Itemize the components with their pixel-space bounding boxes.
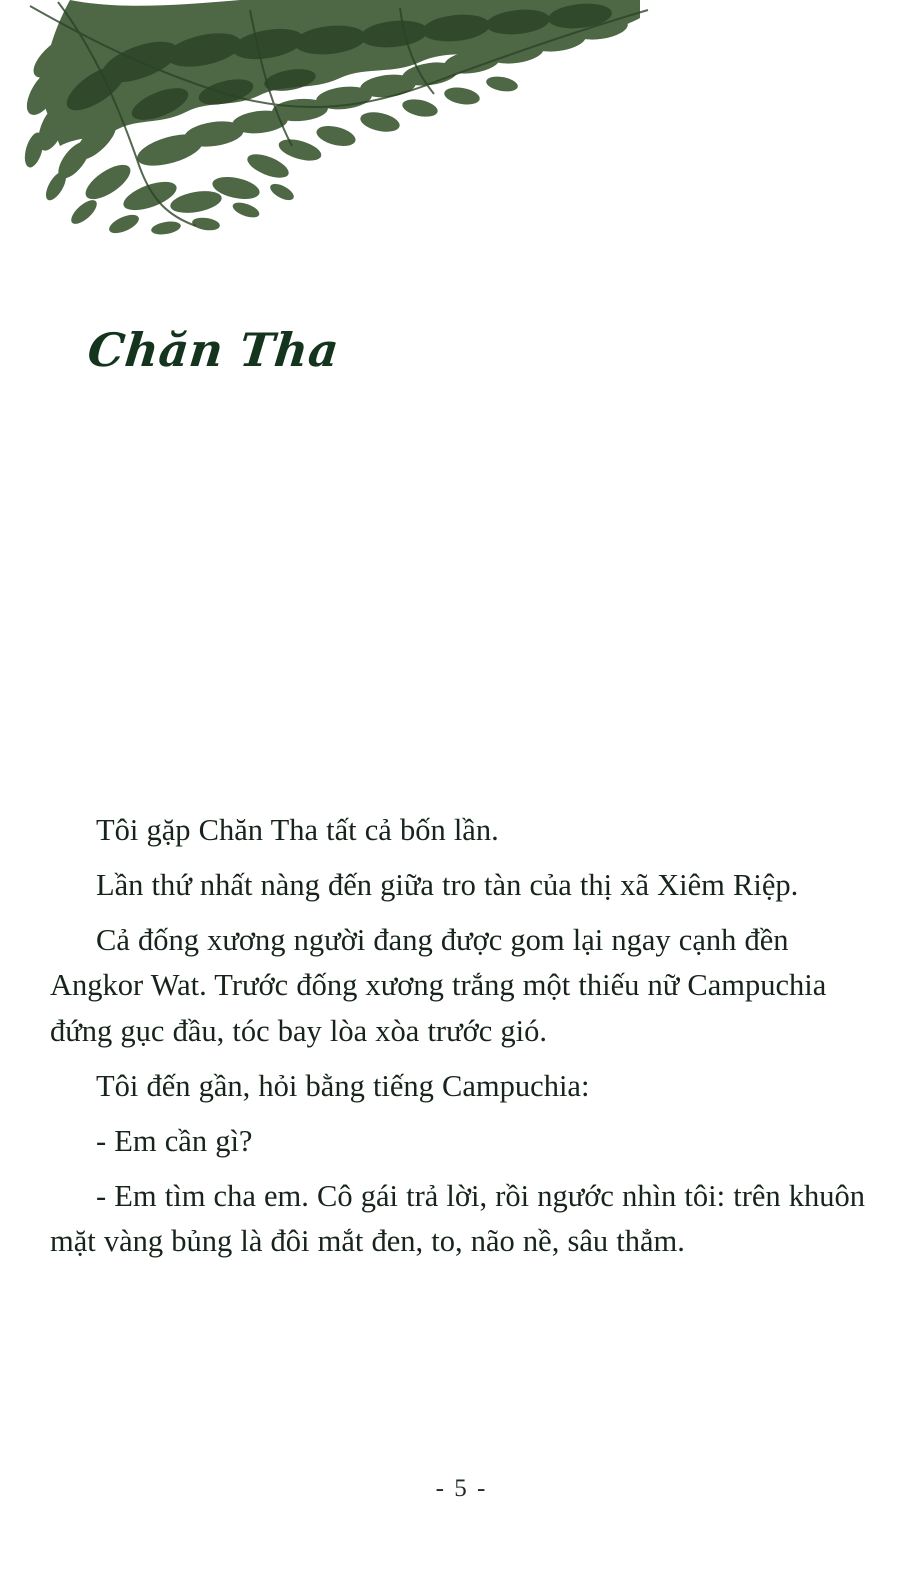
paragraph: Tôi gặp Chăn Tha tất cả bốn lần. [96,813,499,847]
page-title: Chăn Tha [85,323,342,377]
tree-foliage-illustration [0,0,660,270]
page-number: - 5 - [435,1475,488,1502]
paragraph: Cả đống xương người đang được gom lại ngay cạnh đền Angkor Wat. Trước đống xương trắng một thiếu nữ Campuchia đứng gục đầu, tóc bay lòa xòa trước gió. [50,923,827,1048]
paragraph: - Em cần gì? [96,1123,253,1158]
chapter-title-container [85,323,788,377]
body-text [50,808,872,1274]
paragraph: - Em tìm cha em. Cô gái trả lời, rồi ngước nhìn tôi: trên khuôn mặt vàng bủng là đôi mắt đen, to, não nề, sâu thẳm. [50,1178,866,1258]
paragraph: Tôi đến gần, hỏi bằng tiếng Campuchia: [96,1068,590,1103]
paragraph: Lần thứ nhất nàng đến giữa tro tàn của thị xã Xiêm Riệp. [96,868,799,903]
